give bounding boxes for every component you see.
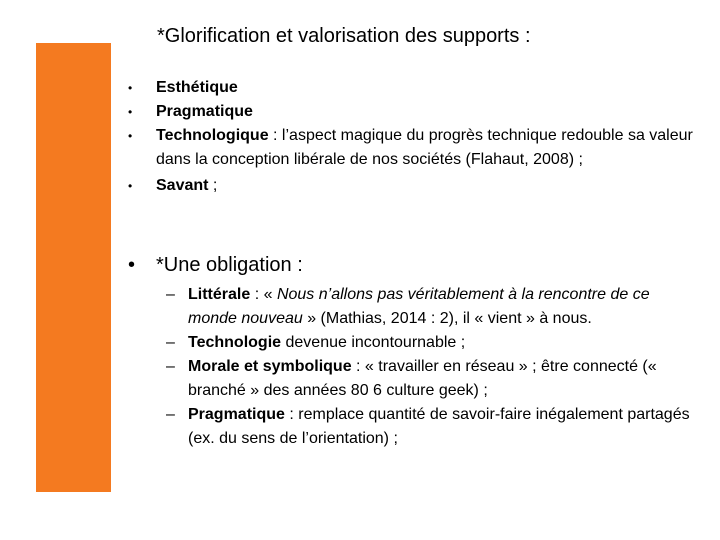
list-item [160, 355, 700, 403]
item-text: devenue incontournable ; [281, 334, 466, 351]
list-item [118, 100, 698, 124]
item-text: : remplace quantité de savoir-faire inégalement partagés (ex. du sens de l’orientation) ; [188, 406, 690, 447]
orange-accent-bar [36, 43, 111, 492]
bullet-icon: • [128, 254, 136, 276]
list-item [118, 124, 698, 172]
section-heading-text: *Une obligation : [156, 254, 303, 276]
item-text: : l’aspect magique du progrès technique redouble sa valeur dans la conception libérale de nos sociétés (Flahaut, 2008) ; [156, 127, 693, 168]
item-bold-label: Pragmatique [156, 103, 253, 120]
bullet-icon: • [128, 179, 133, 193]
bullet-icon: • [128, 81, 133, 95]
item-text: ; [208, 177, 218, 194]
supports-list [118, 76, 698, 198]
item-bold-label: Technologie [188, 334, 282, 351]
item-text: » (Mathias, 2014 : 2), il « vient » à nous. [302, 310, 592, 327]
bullet-icon: • [128, 129, 133, 143]
quote-text: Nous n’allons pas véritablement à la rencontre de ce monde nouveau [188, 286, 650, 327]
list-item [160, 331, 700, 355]
dash-icon: – [166, 334, 175, 351]
item-text: : « travailler en réseau » ; être connecté (« branché » des années 80 6 culture geek) ; [188, 358, 657, 399]
item-bold-label: Esthétique [156, 79, 238, 96]
list-item [160, 283, 700, 331]
dash-icon: – [166, 358, 175, 375]
item-bold-label: Littérale [188, 286, 251, 303]
section-heading [118, 250, 303, 280]
bullet-icon: • [128, 105, 133, 119]
slide-title: *Glorification et valorisation des supports : [157, 25, 531, 47]
item-bold-label: Pragmatique [188, 406, 285, 423]
item-bold-label: Technologique [156, 127, 269, 144]
dash-icon: – [166, 406, 175, 423]
dash-icon: – [166, 286, 175, 303]
list-item [160, 403, 700, 451]
list-item [118, 76, 698, 100]
obligation-list [160, 283, 700, 451]
item-bold-label: Savant [156, 177, 209, 194]
item-text: : « [250, 286, 277, 303]
item-bold-label: Morale et symbolique [188, 358, 352, 375]
list-item [118, 174, 698, 198]
